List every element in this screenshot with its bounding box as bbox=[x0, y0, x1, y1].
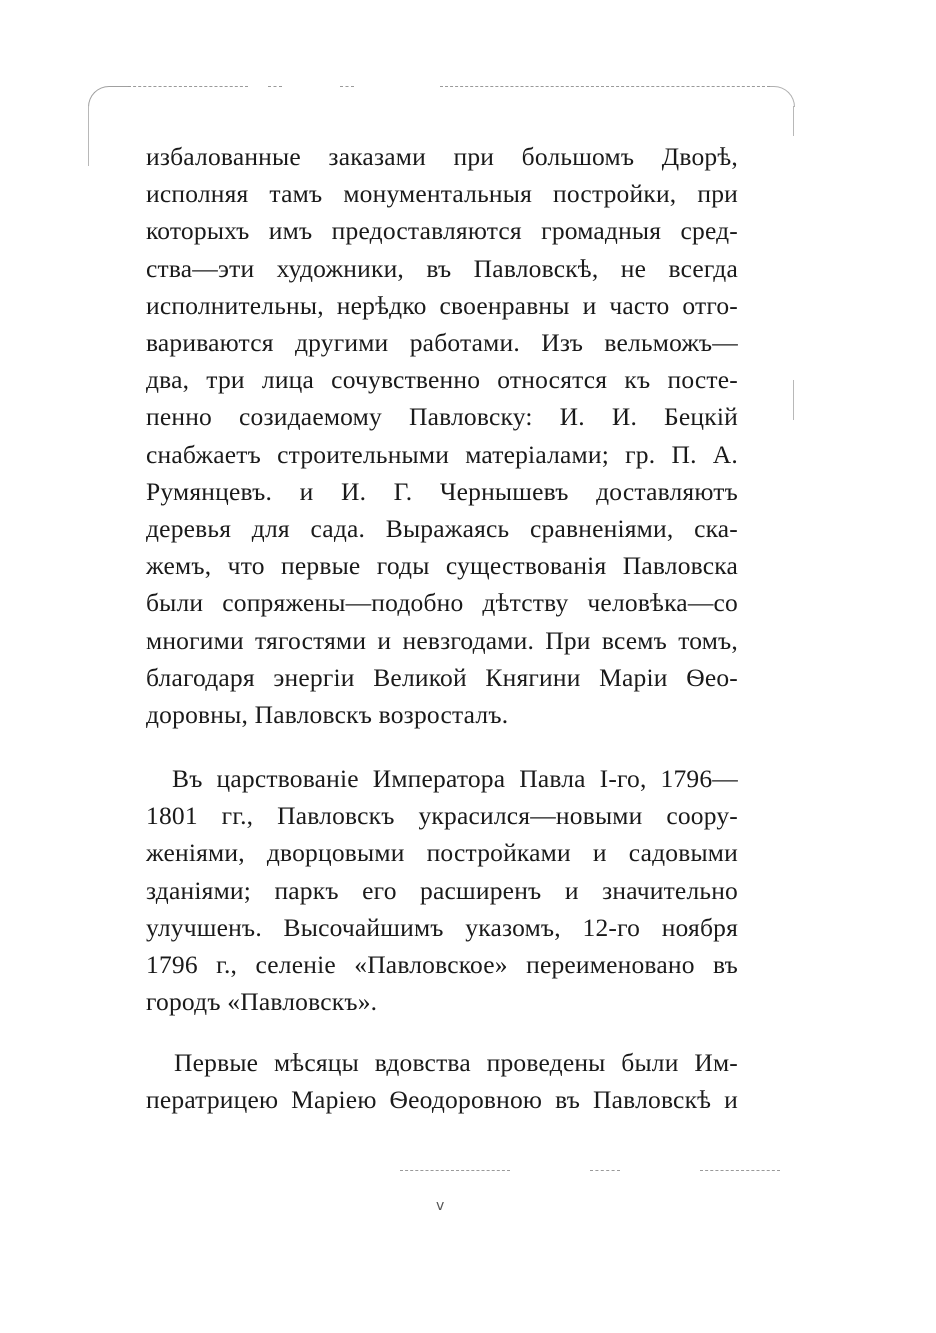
text-line: Первые мѣсяцы вдовства проведены были Им- bbox=[174, 1048, 738, 1077]
scan-edge-top-right bbox=[770, 86, 795, 107]
paragraph-2 bbox=[146, 760, 738, 1020]
text-line: городъ «Павловскъ». bbox=[146, 987, 378, 1017]
scan-edge-top bbox=[340, 86, 354, 87]
scan-edge-right bbox=[793, 380, 794, 420]
text-line: благодаря энергіи Великой Княгини Маріи Ѳео- bbox=[146, 662, 738, 692]
text-line: женіями, дворцовыми постройками и садовыми bbox=[146, 838, 738, 868]
text-line: многими тягостями и невзгодами. При всемъ томъ, bbox=[146, 625, 738, 655]
scan-edge-left bbox=[88, 106, 89, 166]
scan-edge-bottom bbox=[590, 1170, 620, 1171]
text-line: доровны, Павловскъ возросталъ. bbox=[146, 700, 509, 730]
text-line: избалованные заказами при большомъ Дворѣ, bbox=[146, 142, 738, 171]
text-line: 1796 г., селеніе «Павловское» переименовано въ bbox=[146, 950, 738, 980]
scan-edge-right bbox=[793, 106, 794, 136]
text-line: исполнительны, нерѣдко своенравны и часто отго- bbox=[146, 290, 738, 320]
paragraph-3 bbox=[146, 1044, 738, 1118]
text-line: ператрицею Маріею Ѳеодоровною въ Павловскѣ и bbox=[146, 1085, 738, 1115]
text-line: два, три лица сочувственно относятся къ посте- bbox=[146, 365, 738, 395]
scan-edge-top bbox=[268, 86, 282, 87]
text-line: Румянцевъ. и И. Г. Чернышевъ доставляютъ bbox=[146, 476, 738, 506]
scan-edge-top-left bbox=[88, 86, 129, 107]
text-line: исполняя тамъ монументальныя постройки, при bbox=[146, 179, 738, 209]
text-line: вариваются другими работами. Изъ вельможъ— bbox=[146, 328, 738, 358]
text-line: пенно созидаемому Павловску: И. И. Бецкій bbox=[146, 402, 738, 432]
text-line: Въ царствованіе Императора Павла I-го, 1796— bbox=[172, 764, 738, 793]
page-marker: v bbox=[436, 1198, 445, 1214]
text-line: жемъ, что первые годы существованія Павловска bbox=[146, 551, 738, 581]
text-line: ства—эти художники, въ Павловскѣ, не всегда bbox=[146, 253, 738, 283]
scan-edge-top bbox=[128, 86, 248, 87]
scan-edge-bottom bbox=[700, 1170, 780, 1171]
text-line: которыхъ имъ предоставляются громадныя сред- bbox=[146, 216, 738, 246]
text-line: 1801 гг., Павловскъ украсился—новыми соору- bbox=[146, 801, 738, 831]
text-line: деревья для сада. Выражаясь сравненіями, ска- bbox=[146, 514, 738, 544]
paragraph-1 bbox=[146, 138, 738, 733]
text-line: были сопряжены—подобно дѣтству человѣка—со bbox=[146, 588, 738, 618]
scan-edge-top bbox=[440, 86, 770, 87]
scan-edge-bottom bbox=[400, 1170, 510, 1171]
text-line: улучшенъ. Высочайшимъ указомъ, 12-го ноября bbox=[146, 912, 738, 942]
text-line: снабжаетъ строительными матеріалами; гр. П. А. bbox=[146, 439, 738, 469]
text-line: зданіями; паркъ его расширенъ и значительно bbox=[146, 875, 738, 905]
